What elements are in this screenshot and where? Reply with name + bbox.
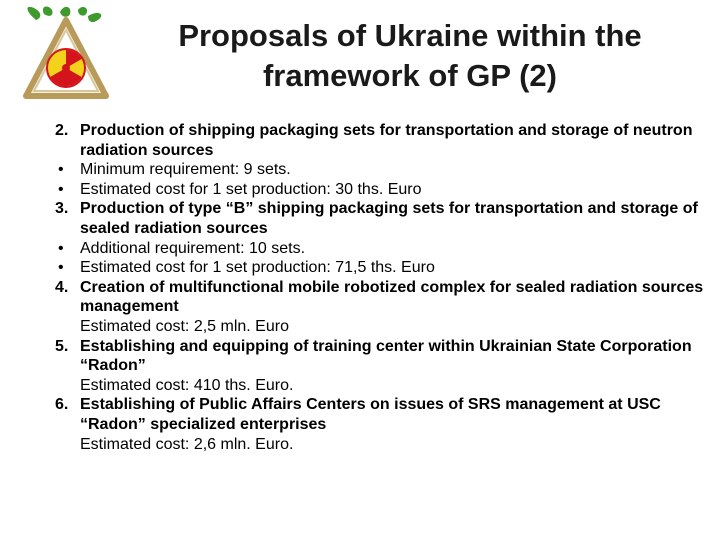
bullet-marker: • — [58, 180, 64, 198]
estimated-cost: Estimated cost: 410 ths. Euro. — [80, 376, 294, 394]
item-text: Production of type “B” shipping packaging sets for transportation and storage of sealed radiation sources — [80, 200, 698, 237]
title-line-1: Proposals of Ukraine within the — [178, 18, 642, 53]
item-text: Production of shipping packaging sets for transportation and storage of neutron radiation sources — [80, 122, 693, 159]
estimated-cost: Estimated cost: 2,6 mln. Euro. — [80, 435, 294, 453]
item-text: Estimated cost for 1 set production: 71,5 ths. Euro — [80, 259, 435, 277]
estimated-cost: Estimated cost: 2,5 mln. Euro — [80, 317, 289, 335]
list-item — [55, 395, 705, 434]
proposal-list — [55, 121, 705, 454]
item-number: 2. — [55, 122, 69, 139]
slide-title — [120, 16, 700, 96]
item-number: 4. — [55, 278, 69, 296]
list-item — [55, 180, 705, 200]
list-item — [55, 239, 705, 259]
list-item — [55, 160, 705, 180]
bullet-marker: • — [58, 161, 64, 179]
item-text: Estimated cost for 1 set production: 30 ths. Euro — [80, 180, 422, 198]
item-number: 6. — [55, 396, 69, 414]
list-item — [55, 337, 705, 376]
item-text: Additional requirement: 10 sets. — [80, 239, 306, 257]
list-item — [55, 199, 705, 238]
item-number: 3. — [55, 200, 69, 218]
list-item — [55, 121, 705, 160]
radiation-logo-icon — [22, 6, 110, 104]
item-text: Establishing and equipping of training center within Ukrainian State Corporation “Radon” — [80, 337, 692, 375]
bullet-marker: • — [58, 239, 64, 257]
title-line-2: framework of GP (2) — [262, 58, 557, 93]
item-text: Minimum requirement: 9 sets. — [80, 161, 291, 179]
item-text: Creation of multifunctional mobile robotized complex for sealed radiation sources management — [80, 278, 704, 316]
bullet-marker: • — [58, 259, 64, 277]
item-number: 5. — [55, 337, 69, 355]
list-item — [55, 258, 705, 278]
list-item — [55, 278, 705, 317]
item-text: Establishing of Public Affairs Centers on issues of SRS management at USC “Radon” specialized enterprises — [80, 396, 661, 433]
